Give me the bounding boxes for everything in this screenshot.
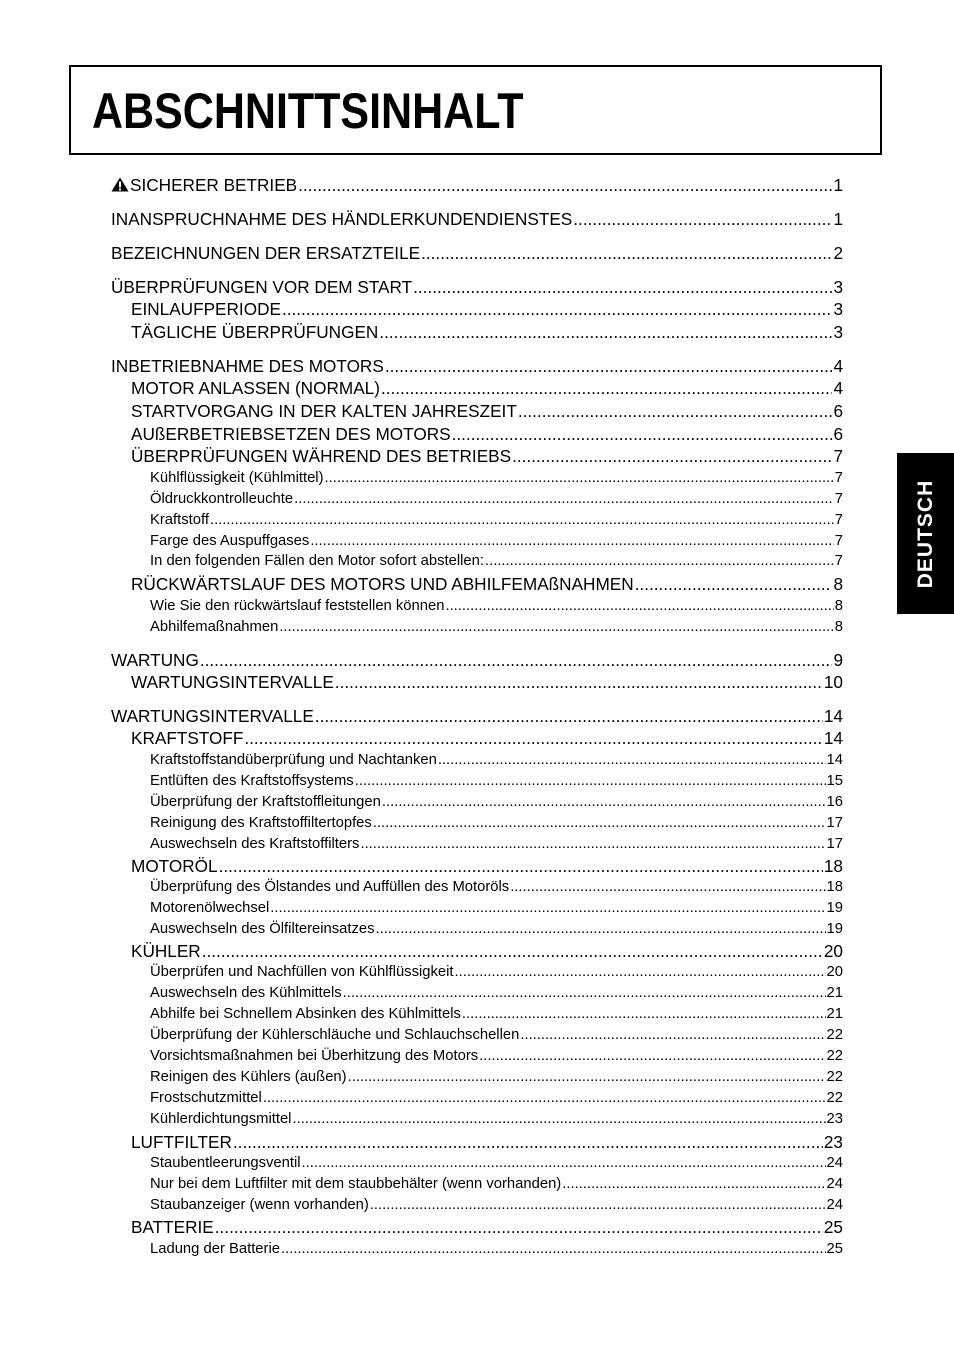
dot-leader: [573, 209, 832, 230]
toc-entry-label: LUFTFILTER: [131, 1132, 232, 1152]
toc-entry[interactable]: [150, 533, 843, 549]
toc-entry-label: In den folgenden Fällen den Motor sofort abstellen:: [150, 553, 484, 569]
toc-entry-label: Motorenölwechsel: [150, 900, 270, 916]
toc-entry-page: 3: [833, 277, 843, 297]
toc-entry-label: Kühlflüssigkeit (Kühlmittel): [150, 470, 324, 486]
dot-leader: [325, 470, 834, 486]
toc-entry-page: 3: [833, 299, 843, 319]
dot-leader: [202, 941, 823, 962]
toc-entry-label: INANSPRUCHNAHME DES HÄNDLERKUNDENDIENSTES: [111, 209, 573, 229]
toc-entry[interactable]: [131, 299, 843, 320]
dot-leader: [263, 1090, 826, 1106]
dot-leader: [520, 1027, 825, 1043]
warning-triangle-icon: [111, 177, 129, 192]
dot-leader: [421, 243, 832, 264]
dot-leader: [335, 672, 823, 693]
toc-entry-page: 19: [826, 900, 843, 916]
toc-entry-page: 7: [833, 446, 843, 466]
dot-leader: [452, 424, 833, 445]
dot-leader: [348, 1069, 826, 1085]
toc-entry-page: 18: [823, 856, 843, 876]
toc-entry-label: BATTERIE: [131, 1217, 214, 1237]
dot-leader: [379, 322, 832, 343]
toc-entry-page: 19: [826, 921, 843, 937]
toc-entry-label: KÜHLER: [131, 941, 201, 961]
dot-leader: [562, 1176, 825, 1192]
toc-entry-page: 25: [826, 1241, 843, 1257]
toc-entry-label: Überprüfung der Kühlerschläuche und Schlauchschellen: [150, 1027, 520, 1043]
toc-entry[interactable]: [150, 1241, 843, 1257]
toc-entry[interactable]: [150, 794, 843, 810]
toc-entry[interactable]: [150, 900, 843, 916]
dot-leader: [244, 728, 823, 749]
toc-entry[interactable]: [150, 619, 843, 635]
toc-entry-page: 22: [826, 1069, 843, 1085]
toc-entry[interactable]: [131, 401, 843, 422]
toc-entry-label: Auswechseln des Kühlmittels: [150, 985, 342, 1001]
toc-entry-page: 8: [834, 598, 843, 614]
toc-entry[interactable]: [150, 985, 843, 1001]
toc-entry-page: 9: [833, 650, 843, 670]
toc-entry-page: 1: [833, 175, 843, 195]
toc-entry-label: Staubanzeiger (wenn vorhanden): [150, 1197, 369, 1213]
toc-entry[interactable]: [111, 356, 843, 377]
toc-entry-label-wrap: [111, 175, 297, 196]
toc-entry-page: 22: [826, 1048, 843, 1064]
toc-entry[interactable]: [150, 1111, 843, 1127]
toc-entry[interactable]: [131, 322, 843, 343]
toc-entry-label: Kraftstoff: [150, 512, 209, 528]
toc-entry-label: Staubentleerungsventil: [150, 1155, 301, 1171]
toc-entry[interactable]: [111, 175, 843, 196]
toc-entry[interactable]: [111, 209, 843, 230]
toc-entry[interactable]: [131, 941, 843, 962]
toc-entry-page: 24: [826, 1176, 843, 1192]
toc-entry-page: 18: [826, 879, 843, 895]
toc-entry-label: SICHERER BETRIEB: [130, 175, 298, 195]
toc-entry[interactable]: [150, 1069, 843, 1085]
toc-entry-page: 15: [826, 773, 843, 789]
toc-entry-label: MOTORÖL: [131, 856, 218, 876]
toc-entry[interactable]: [150, 470, 843, 486]
toc-entry-label: WARTUNGSINTERVALLE: [111, 706, 314, 726]
toc-entry[interactable]: [150, 1176, 843, 1192]
toc-entry-label: TÄGLICHE ÜBERPRÜFUNGEN: [131, 322, 379, 342]
dot-leader: [279, 619, 833, 635]
toc-entry-page: 8: [834, 619, 843, 635]
toc-entry-page: 21: [826, 1006, 843, 1022]
toc-entry[interactable]: [131, 672, 843, 693]
toc-entry-page: 10: [823, 672, 843, 692]
toc-entry-label: Reinigung des Kraftstoffiltertopfes: [150, 815, 372, 831]
dot-leader: [315, 706, 823, 727]
toc-entry-label: Ladung der Batterie: [150, 1241, 280, 1257]
dot-leader: [200, 650, 833, 671]
language-tab-label: DEUTSCH: [913, 479, 937, 588]
dot-leader: [376, 921, 826, 937]
toc-entry-page: 3: [833, 322, 843, 342]
dot-leader: [210, 512, 834, 528]
toc-entry-label: Überprüfen und Nachfüllen von Kühlflüssigkeit: [150, 964, 454, 980]
toc-entry[interactable]: [150, 921, 843, 937]
toc-entry-page: 25: [823, 1217, 843, 1237]
toc-entry-page: 2: [833, 243, 843, 263]
dot-leader: [445, 598, 833, 614]
dot-leader: [413, 277, 832, 298]
dot-leader: [302, 1155, 826, 1171]
toc-entry[interactable]: [131, 856, 843, 877]
toc-entry[interactable]: [111, 650, 843, 671]
toc-entry-label: Abhilfe bei Schnellem Absinken des Kühlmittels: [150, 1006, 461, 1022]
dot-leader: [479, 1048, 825, 1064]
dot-leader: [373, 815, 826, 831]
dot-leader: [518, 401, 833, 422]
dot-leader: [233, 1132, 823, 1153]
toc-entry-page: 7: [834, 470, 843, 486]
dot-leader: [282, 299, 832, 320]
dot-leader: [370, 1197, 826, 1213]
toc-entry-label: Wie Sie den rückwärtslauf feststellen können: [150, 598, 445, 614]
toc-entry[interactable]: [131, 378, 843, 399]
dot-leader: [355, 773, 826, 789]
toc-entry[interactable]: [150, 512, 843, 528]
toc-entry-page: 22: [826, 1027, 843, 1043]
toc-entry[interactable]: [131, 574, 843, 595]
toc-entry-label: EINLAUFPERIODE: [131, 299, 281, 319]
toc-entry[interactable]: [150, 1197, 843, 1213]
dot-leader: [510, 879, 825, 895]
toc-entry[interactable]: [150, 1027, 843, 1043]
toc-entry-page: 7: [834, 533, 843, 549]
toc-entry[interactable]: [150, 964, 843, 980]
dot-leader: [215, 1217, 823, 1238]
dot-leader: [310, 533, 833, 549]
toc-entry[interactable]: [150, 879, 843, 895]
dot-leader: [455, 964, 826, 980]
toc-entry-label: ÜBERPRÜFUNGEN WÄHREND DES BETRIEBS: [131, 446, 512, 466]
dot-leader: [382, 794, 826, 810]
toc-entry-label: Kühlerdichtungsmittel: [150, 1111, 292, 1127]
toc-entry-page: 7: [834, 512, 843, 528]
toc-entry-label: AUßERBETRIEBSETZEN DES MOTORS: [131, 424, 451, 444]
toc-entry[interactable]: [131, 1217, 843, 1238]
toc-entry[interactable]: [150, 1155, 843, 1171]
dot-leader: [298, 175, 832, 196]
toc-entry-label: Vorsichtsmaßnahmen bei Überhitzung des Motors: [150, 1048, 479, 1064]
dot-leader: [385, 356, 833, 377]
toc-entry-label: Auswechseln des Kraftstoffilters: [150, 836, 360, 852]
toc-entry-label: STARTVORGANG IN DER KALTEN JAHRESZEIT: [131, 401, 517, 421]
dot-leader: [219, 856, 823, 877]
dot-leader: [281, 1241, 826, 1257]
toc-entry-page: 7: [834, 491, 843, 507]
toc-entry-page: 8: [833, 574, 843, 594]
toc-entry[interactable]: [150, 553, 843, 569]
toc-entry-page: 6: [833, 424, 843, 444]
toc-entry[interactable]: [131, 1132, 843, 1153]
dot-leader: [635, 574, 833, 595]
toc-entry-page: 4: [833, 378, 843, 398]
toc-entry-page: 17: [826, 815, 843, 831]
toc-entry-page: 16: [826, 794, 843, 810]
toc-entry-label: Nur bei dem Luftfilter mit dem staubbehälter (wenn vorhanden): [150, 1176, 562, 1192]
toc-entry-page: 14: [826, 752, 843, 768]
dot-leader: [343, 985, 826, 1001]
toc-entry-page: 14: [823, 728, 843, 748]
toc-entry-label: MOTOR ANLASSEN (NORMAL): [131, 378, 380, 398]
toc-entry[interactable]: [150, 1090, 843, 1106]
dot-leader: [381, 378, 832, 399]
dot-leader: [270, 900, 825, 916]
page-title: ABSCHNITTSINHALT: [92, 83, 524, 139]
dot-leader: [292, 1111, 825, 1127]
toc-entry-label: INBETRIEBNAHME DES MOTORS: [111, 356, 384, 376]
toc-entry-label: Öldruckkontrolleuchte: [150, 491, 294, 507]
toc-entry-page: 6: [833, 401, 843, 421]
toc-entry-page: 4: [833, 356, 843, 376]
dot-leader: [360, 836, 825, 852]
dot-leader: [294, 491, 834, 507]
toc-entry-page: 22: [826, 1090, 843, 1106]
toc-entry-label: Frostschutzmittel: [150, 1090, 262, 1106]
toc-entry[interactable]: [131, 728, 843, 749]
toc-entry-page: 20: [826, 964, 843, 980]
toc-entry-page: 24: [826, 1197, 843, 1213]
toc-entry[interactable]: [150, 836, 843, 852]
toc-entry-label: ÜBERPRÜFUNGEN VOR DEM START: [111, 277, 413, 297]
toc-entry[interactable]: [131, 424, 843, 445]
toc-entry-page: 17: [826, 836, 843, 852]
toc-entry-page: 21: [826, 985, 843, 1001]
toc-entry[interactable]: [150, 1006, 843, 1022]
toc-entry[interactable]: [150, 773, 843, 789]
toc-entry-label: Abhilfemaßnahmen: [150, 619, 279, 635]
toc-entry-label: Farge des Auspuffgases: [150, 533, 310, 549]
toc-entry-label: KRAFTSTOFF: [131, 728, 244, 748]
toc-entry-label: Entlüften des Kraftstoffsystems: [150, 773, 354, 789]
toc-entry[interactable]: [150, 752, 843, 768]
toc-entry-page: 14: [823, 706, 843, 726]
toc-entry[interactable]: [111, 243, 843, 264]
toc-entry-label: Überprüfung der Kraftstoffleitungen: [150, 794, 381, 810]
toc-entry-page: 23: [823, 1132, 843, 1152]
toc-entry-label: Reinigen des Kühlers (außen): [150, 1069, 347, 1085]
toc-entry-label: Überprüfung des Ölstandes und Auffüllen des Motoröls: [150, 879, 510, 895]
dot-leader: [462, 1006, 826, 1022]
dot-leader: [438, 752, 826, 768]
toc-entry-label: Auswechseln des Ölfiltereinsatzes: [150, 921, 375, 937]
toc-entry[interactable]: [150, 1048, 843, 1064]
dot-leader: [512, 446, 832, 467]
toc-entry[interactable]: [131, 446, 843, 467]
toc-entry[interactable]: [111, 277, 843, 298]
dot-leader: [485, 553, 834, 569]
toc-entry-label: WARTUNG: [111, 650, 199, 670]
toc-entry-page: 1: [833, 209, 843, 229]
toc-entry-page: 24: [826, 1155, 843, 1171]
toc-entry[interactable]: [111, 706, 843, 727]
toc-entry-label: Kraftstoffstandüberprüfung und Nachtanken: [150, 752, 437, 768]
toc-entry-page: 20: [823, 941, 843, 961]
toc-entry-label: BEZEICHNUNGEN DER ERSATZTEILE: [111, 243, 421, 263]
toc-entry-page: 7: [834, 553, 843, 569]
toc-entry[interactable]: [150, 598, 843, 614]
toc-entry-label: RÜCKWÄRTSLAUF DES MOTORS UND ABHILFEMAßNAHMEN: [131, 574, 634, 594]
toc-entry-label: WARTUNGSINTERVALLE: [131, 672, 334, 692]
toc-entry-page: 23: [826, 1111, 843, 1127]
toc-entry[interactable]: [150, 815, 843, 831]
toc-entry[interactable]: [150, 491, 843, 507]
